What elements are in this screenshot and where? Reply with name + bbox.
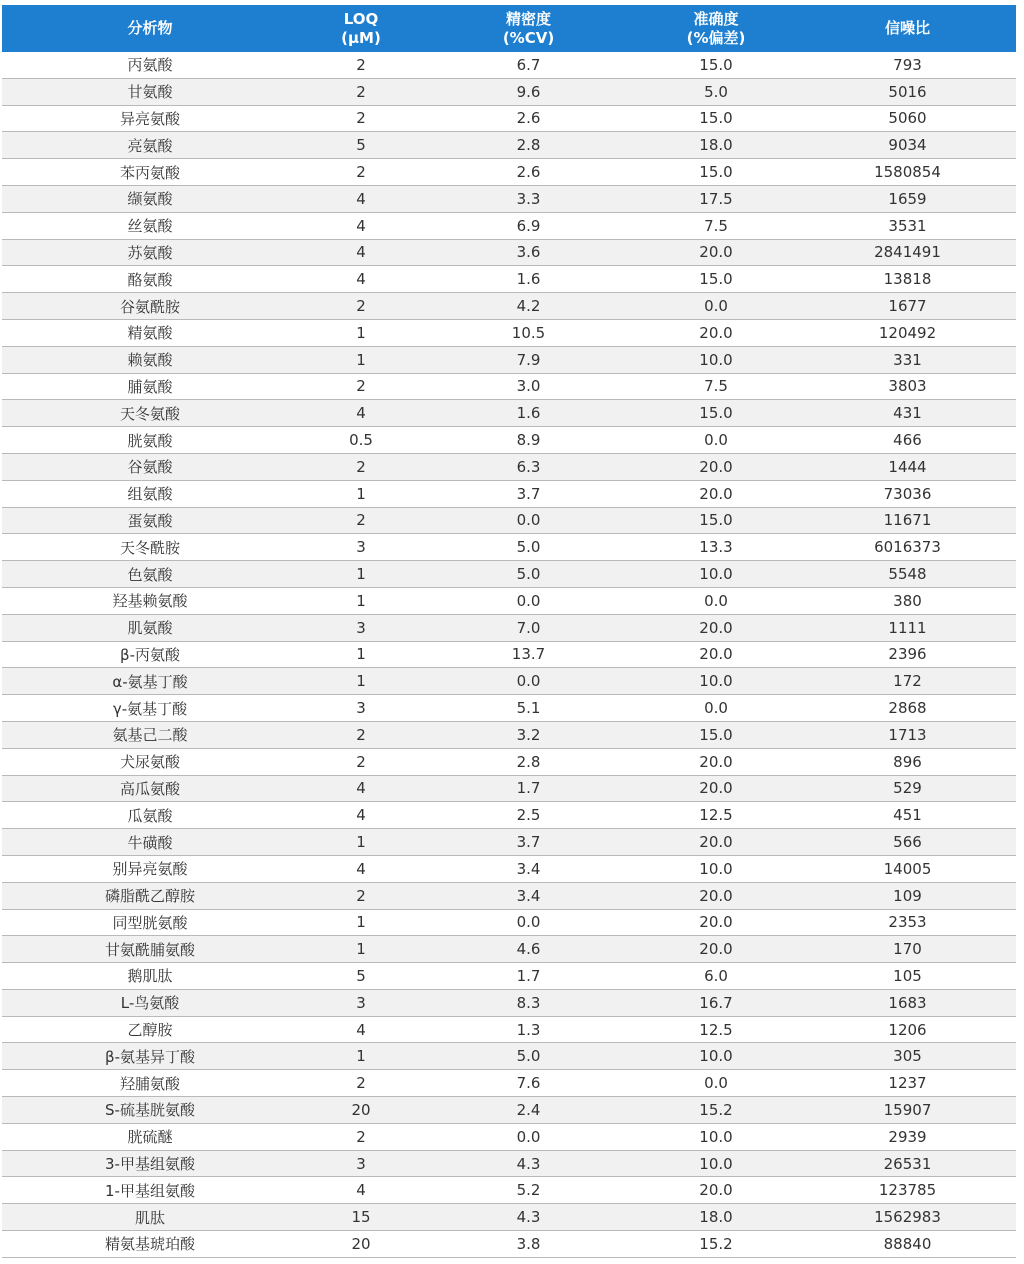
table-row — [2, 1231, 1016, 1258]
precision-cell: 5.0 — [424, 534, 633, 561]
analyte-cell: 胱硫醚 — [2, 1123, 298, 1150]
snr-cell: 466 — [799, 427, 1016, 454]
precision-cell: 2.5 — [424, 802, 633, 829]
precision-cell: 7.9 — [424, 346, 633, 373]
precision-cell: 5.0 — [424, 1043, 633, 1070]
snr-cell: 1562983 — [799, 1204, 1016, 1231]
analyte-cell: 同型胱氨酸 — [2, 909, 298, 936]
table-row — [2, 1016, 1016, 1043]
header-precision-line1: 精密度 — [505, 9, 551, 28]
loq-cell: 1 — [298, 641, 424, 668]
analyte-cell: β-丙氨酸 — [2, 641, 298, 668]
precision-cell: 1.6 — [424, 400, 633, 427]
precision-cell: 6.7 — [424, 52, 633, 78]
accuracy-cell: 10.0 — [633, 1123, 799, 1150]
precision-cell: 1.3 — [424, 1016, 633, 1043]
loq-cell: 15 — [298, 1204, 424, 1231]
precision-cell: 2.8 — [424, 748, 633, 775]
precision-cell: 2.6 — [424, 105, 633, 132]
loq-cell: 1 — [298, 319, 424, 346]
precision-cell: 3.7 — [424, 480, 633, 507]
accuracy-cell: 20.0 — [633, 909, 799, 936]
loq-cell: 2 — [298, 78, 424, 105]
table-row — [2, 802, 1016, 829]
loq-cell: 20 — [298, 1097, 424, 1124]
accuracy-cell: 0.0 — [633, 293, 799, 320]
precision-cell: 0.0 — [424, 507, 633, 534]
table-row — [2, 1204, 1016, 1231]
header-accuracy-line2: (%偏差) — [686, 28, 746, 47]
snr-cell: 1111 — [799, 614, 1016, 641]
table-row — [2, 427, 1016, 454]
table-row — [2, 587, 1016, 614]
snr-cell: 105 — [799, 963, 1016, 990]
accuracy-cell: 10.0 — [633, 346, 799, 373]
precision-cell: 2.8 — [424, 132, 633, 159]
table-row — [2, 963, 1016, 990]
snr-cell: 1713 — [799, 721, 1016, 748]
analyte-cell: 赖氨酸 — [2, 346, 298, 373]
loq-cell: 4 — [298, 802, 424, 829]
snr-cell: 6016373 — [799, 534, 1016, 561]
analyte-table-container — [2, 5, 1016, 1258]
analyte-cell: 丝氨酸 — [2, 212, 298, 239]
header-analyte — [2, 5, 298, 52]
accuracy-cell: 20.0 — [633, 614, 799, 641]
header-row — [2, 5, 1016, 52]
loq-cell: 1 — [298, 829, 424, 856]
analyte-cell: 缬氨酸 — [2, 185, 298, 212]
accuracy-cell: 20.0 — [633, 319, 799, 346]
loq-cell: 2 — [298, 1070, 424, 1097]
precision-cell: 13.7 — [424, 641, 633, 668]
precision-cell: 4.3 — [424, 1204, 633, 1231]
analyte-cell: β-氨基异丁酸 — [2, 1043, 298, 1070]
table-row — [2, 507, 1016, 534]
snr-cell: 88840 — [799, 1231, 1016, 1258]
snr-cell: 120492 — [799, 319, 1016, 346]
loq-cell: 4 — [298, 185, 424, 212]
accuracy-cell: 20.0 — [633, 882, 799, 909]
table-row — [2, 1123, 1016, 1150]
table-row — [2, 185, 1016, 212]
accuracy-cell: 17.5 — [633, 185, 799, 212]
header-loq — [298, 5, 424, 52]
accuracy-cell: 20.0 — [633, 453, 799, 480]
loq-cell: 4 — [298, 775, 424, 802]
precision-cell: 5.0 — [424, 561, 633, 588]
table-row — [2, 480, 1016, 507]
accuracy-cell: 15.2 — [633, 1097, 799, 1124]
loq-cell: 1 — [298, 1043, 424, 1070]
accuracy-cell: 13.3 — [633, 534, 799, 561]
accuracy-cell: 10.0 — [633, 561, 799, 588]
table-row — [2, 266, 1016, 293]
accuracy-cell: 0.0 — [633, 587, 799, 614]
snr-cell: 1206 — [799, 1016, 1016, 1043]
precision-cell: 3.0 — [424, 373, 633, 400]
snr-cell: 1237 — [799, 1070, 1016, 1097]
header-precision — [424, 5, 633, 52]
loq-cell: 0.5 — [298, 427, 424, 454]
loq-cell: 2 — [298, 453, 424, 480]
snr-cell: 13818 — [799, 266, 1016, 293]
header-accuracy — [633, 5, 799, 52]
analyte-cell: 天冬氨酸 — [2, 400, 298, 427]
precision-cell: 5.1 — [424, 695, 633, 722]
precision-cell: 0.0 — [424, 1123, 633, 1150]
table-row — [2, 775, 1016, 802]
loq-cell: 5 — [298, 963, 424, 990]
snr-cell: 3803 — [799, 373, 1016, 400]
accuracy-cell: 0.0 — [633, 1070, 799, 1097]
table-row — [2, 1150, 1016, 1177]
analyte-cell: 鹅肌肽 — [2, 963, 298, 990]
precision-cell: 3.6 — [424, 239, 633, 266]
analyte-cell: 谷氨酸 — [2, 453, 298, 480]
precision-cell: 9.6 — [424, 78, 633, 105]
accuracy-cell: 5.0 — [633, 78, 799, 105]
analyte-cell: 脯氨酸 — [2, 373, 298, 400]
table-row — [2, 373, 1016, 400]
loq-cell: 1 — [298, 561, 424, 588]
analyte-cell: 天冬酰胺 — [2, 534, 298, 561]
analyte-cell: 羟基赖氨酸 — [2, 587, 298, 614]
accuracy-cell: 20.0 — [633, 1177, 799, 1204]
analyte-cell: 精氨基琥珀酸 — [2, 1231, 298, 1258]
table-row — [2, 1070, 1016, 1097]
table-body — [2, 52, 1016, 1257]
accuracy-cell: 10.0 — [633, 855, 799, 882]
precision-cell: 6.3 — [424, 453, 633, 480]
accuracy-cell: 0.0 — [633, 427, 799, 454]
snr-cell: 1677 — [799, 293, 1016, 320]
analyte-cell: 肌氨酸 — [2, 614, 298, 641]
precision-cell: 2.6 — [424, 159, 633, 186]
header-loq-line1: LOQ — [343, 9, 379, 28]
table-header — [2, 5, 1016, 52]
snr-cell: 896 — [799, 748, 1016, 775]
precision-cell: 1.7 — [424, 775, 633, 802]
snr-cell: 566 — [799, 829, 1016, 856]
loq-cell: 1 — [298, 480, 424, 507]
header-snr — [799, 5, 1016, 52]
accuracy-cell: 16.7 — [633, 989, 799, 1016]
table-row — [2, 909, 1016, 936]
snr-cell: 1580854 — [799, 159, 1016, 186]
loq-cell: 4 — [298, 1177, 424, 1204]
snr-cell: 2396 — [799, 641, 1016, 668]
loq-cell: 3 — [298, 614, 424, 641]
analyte-cell: 氨基己二酸 — [2, 721, 298, 748]
loq-cell: 2 — [298, 507, 424, 534]
loq-cell: 4 — [298, 400, 424, 427]
loq-cell: 2 — [298, 52, 424, 78]
loq-cell: 3 — [298, 695, 424, 722]
accuracy-cell: 15.0 — [633, 507, 799, 534]
precision-cell: 4.6 — [424, 936, 633, 963]
accuracy-cell: 15.0 — [633, 52, 799, 78]
loq-cell: 2 — [298, 721, 424, 748]
precision-cell: 0.0 — [424, 668, 633, 695]
analyte-cell: 乙醇胺 — [2, 1016, 298, 1043]
loq-cell: 1 — [298, 587, 424, 614]
snr-cell: 11671 — [799, 507, 1016, 534]
snr-cell: 1444 — [799, 453, 1016, 480]
analyte-cell: 别异亮氨酸 — [2, 855, 298, 882]
precision-cell: 3.4 — [424, 882, 633, 909]
table-row — [2, 159, 1016, 186]
precision-cell: 0.0 — [424, 909, 633, 936]
accuracy-cell: 20.0 — [633, 239, 799, 266]
analyte-cell: 甘氨酸 — [2, 78, 298, 105]
analyte-cell: 胱氨酸 — [2, 427, 298, 454]
loq-cell: 2 — [298, 159, 424, 186]
snr-cell: 26531 — [799, 1150, 1016, 1177]
table-row — [2, 614, 1016, 641]
loq-cell: 2 — [298, 373, 424, 400]
accuracy-cell: 20.0 — [633, 480, 799, 507]
loq-cell: 1 — [298, 668, 424, 695]
table-row — [2, 936, 1016, 963]
table-row — [2, 78, 1016, 105]
analyte-cell: 组氨酸 — [2, 480, 298, 507]
accuracy-cell: 15.0 — [633, 105, 799, 132]
accuracy-cell: 12.5 — [633, 1016, 799, 1043]
table-row — [2, 1043, 1016, 1070]
snr-cell: 73036 — [799, 480, 1016, 507]
table-row — [2, 453, 1016, 480]
snr-cell: 2353 — [799, 909, 1016, 936]
header-snr-label: 信噪比 — [884, 19, 930, 37]
analyte-cell: 蛋氨酸 — [2, 507, 298, 534]
accuracy-cell: 20.0 — [633, 775, 799, 802]
analyte-cell: L-鸟氨酸 — [2, 989, 298, 1016]
precision-cell: 6.9 — [424, 212, 633, 239]
analyte-cell: 苏氨酸 — [2, 239, 298, 266]
analyte-cell: 色氨酸 — [2, 561, 298, 588]
accuracy-cell: 10.0 — [633, 1150, 799, 1177]
precision-cell: 4.2 — [424, 293, 633, 320]
accuracy-cell: 15.2 — [633, 1231, 799, 1258]
snr-cell: 3531 — [799, 212, 1016, 239]
table-row — [2, 695, 1016, 722]
analyte-cell: 谷氨酰胺 — [2, 293, 298, 320]
analyte-cell: 肌肽 — [2, 1204, 298, 1231]
accuracy-cell: 10.0 — [633, 668, 799, 695]
snr-cell: 109 — [799, 882, 1016, 909]
snr-cell: 2841491 — [799, 239, 1016, 266]
table-row — [2, 829, 1016, 856]
loq-cell: 20 — [298, 1231, 424, 1258]
table-row — [2, 721, 1016, 748]
table-row — [2, 748, 1016, 775]
table-row — [2, 561, 1016, 588]
accuracy-cell: 20.0 — [633, 829, 799, 856]
analyte-cell: 酪氨酸 — [2, 266, 298, 293]
loq-cell: 2 — [298, 748, 424, 775]
loq-cell: 3 — [298, 989, 424, 1016]
precision-cell: 8.9 — [424, 427, 633, 454]
analyte-cell: γ-氨基丁酸 — [2, 695, 298, 722]
analyte-cell: 苯丙氨酸 — [2, 159, 298, 186]
accuracy-cell: 15.0 — [633, 721, 799, 748]
analyte-cell: 甘氨酰脯氨酸 — [2, 936, 298, 963]
precision-cell: 5.2 — [424, 1177, 633, 1204]
accuracy-cell: 7.5 — [633, 212, 799, 239]
precision-cell: 4.3 — [424, 1150, 633, 1177]
loq-cell: 4 — [298, 266, 424, 293]
analyte-cell: 精氨酸 — [2, 319, 298, 346]
header-loq-line2: (μM) — [341, 28, 381, 47]
loq-cell: 3 — [298, 534, 424, 561]
snr-cell: 380 — [799, 587, 1016, 614]
table-row — [2, 855, 1016, 882]
header-analyte-label: 分析物 — [127, 19, 173, 37]
accuracy-cell: 20.0 — [633, 748, 799, 775]
loq-cell: 3 — [298, 1150, 424, 1177]
snr-cell: 170 — [799, 936, 1016, 963]
snr-cell: 431 — [799, 400, 1016, 427]
loq-cell: 4 — [298, 855, 424, 882]
snr-cell: 5016 — [799, 78, 1016, 105]
snr-cell: 529 — [799, 775, 1016, 802]
loq-cell: 5 — [298, 132, 424, 159]
loq-cell: 4 — [298, 1016, 424, 1043]
analyte-cell: 异亮氨酸 — [2, 105, 298, 132]
precision-cell: 7.0 — [424, 614, 633, 641]
snr-cell: 793 — [799, 52, 1016, 78]
analyte-cell: 亮氨酸 — [2, 132, 298, 159]
snr-cell: 1683 — [799, 989, 1016, 1016]
loq-cell: 1 — [298, 936, 424, 963]
table-row — [2, 212, 1016, 239]
analyte-cell: 高瓜氨酸 — [2, 775, 298, 802]
table-row — [2, 132, 1016, 159]
loq-cell: 1 — [298, 346, 424, 373]
header-precision-line2: (%CV) — [502, 28, 555, 47]
loq-cell: 2 — [298, 105, 424, 132]
accuracy-cell: 15.0 — [633, 266, 799, 293]
analyte-cell: 犬尿氨酸 — [2, 748, 298, 775]
accuracy-cell: 7.5 — [633, 373, 799, 400]
snr-cell: 451 — [799, 802, 1016, 829]
precision-cell: 8.3 — [424, 989, 633, 1016]
precision-cell: 0.0 — [424, 587, 633, 614]
precision-cell: 3.2 — [424, 721, 633, 748]
analyte-cell: 羟脯氨酸 — [2, 1070, 298, 1097]
header-accuracy-line1: 准确度 — [693, 9, 739, 28]
accuracy-cell: 15.0 — [633, 400, 799, 427]
accuracy-cell: 20.0 — [633, 641, 799, 668]
loq-cell: 4 — [298, 239, 424, 266]
snr-cell: 5060 — [799, 105, 1016, 132]
analyte-cell: 丙氨酸 — [2, 52, 298, 78]
snr-cell: 2868 — [799, 695, 1016, 722]
accuracy-cell: 20.0 — [633, 936, 799, 963]
accuracy-cell: 6.0 — [633, 963, 799, 990]
precision-cell: 10.5 — [424, 319, 633, 346]
table-row — [2, 668, 1016, 695]
table-row — [2, 105, 1016, 132]
accuracy-cell: 0.0 — [633, 695, 799, 722]
snr-cell: 1659 — [799, 185, 1016, 212]
accuracy-cell: 18.0 — [633, 1204, 799, 1231]
analyte-cell: 磷脂酰乙醇胺 — [2, 882, 298, 909]
table-row — [2, 400, 1016, 427]
loq-cell: 4 — [298, 212, 424, 239]
precision-cell: 2.4 — [424, 1097, 633, 1124]
precision-cell: 3.8 — [424, 1231, 633, 1258]
snr-cell: 2939 — [799, 1123, 1016, 1150]
snr-cell: 331 — [799, 346, 1016, 373]
snr-cell: 172 — [799, 668, 1016, 695]
snr-cell: 305 — [799, 1043, 1016, 1070]
snr-cell: 14005 — [799, 855, 1016, 882]
analyte-cell: S-硫基胱氨酸 — [2, 1097, 298, 1124]
precision-cell: 3.7 — [424, 829, 633, 856]
precision-cell: 7.6 — [424, 1070, 633, 1097]
snr-cell: 5548 — [799, 561, 1016, 588]
table-row — [2, 346, 1016, 373]
table-row — [2, 1177, 1016, 1204]
analyte-cell: 1-甲基组氨酸 — [2, 1177, 298, 1204]
analyte-cell: 瓜氨酸 — [2, 802, 298, 829]
table-row — [2, 239, 1016, 266]
snr-cell: 123785 — [799, 1177, 1016, 1204]
precision-cell: 3.3 — [424, 185, 633, 212]
analyte-table — [2, 5, 1016, 1258]
precision-cell: 1.7 — [424, 963, 633, 990]
snr-cell: 15907 — [799, 1097, 1016, 1124]
accuracy-cell: 18.0 — [633, 132, 799, 159]
loq-cell: 2 — [298, 293, 424, 320]
table-row — [2, 534, 1016, 561]
accuracy-cell: 12.5 — [633, 802, 799, 829]
table-row — [2, 52, 1016, 78]
precision-cell: 3.4 — [424, 855, 633, 882]
loq-cell: 2 — [298, 882, 424, 909]
table-row — [2, 641, 1016, 668]
table-row — [2, 989, 1016, 1016]
precision-cell: 1.6 — [424, 266, 633, 293]
accuracy-cell: 10.0 — [633, 1043, 799, 1070]
analyte-cell: α-氨基丁酸 — [2, 668, 298, 695]
table-row — [2, 293, 1016, 320]
accuracy-cell: 15.0 — [633, 159, 799, 186]
analyte-cell: 牛磺酸 — [2, 829, 298, 856]
analyte-cell: 3-甲基组氨酸 — [2, 1150, 298, 1177]
table-row — [2, 882, 1016, 909]
loq-cell: 1 — [298, 909, 424, 936]
table-row — [2, 1097, 1016, 1124]
loq-cell: 2 — [298, 1123, 424, 1150]
snr-cell: 9034 — [799, 132, 1016, 159]
table-row — [2, 319, 1016, 346]
